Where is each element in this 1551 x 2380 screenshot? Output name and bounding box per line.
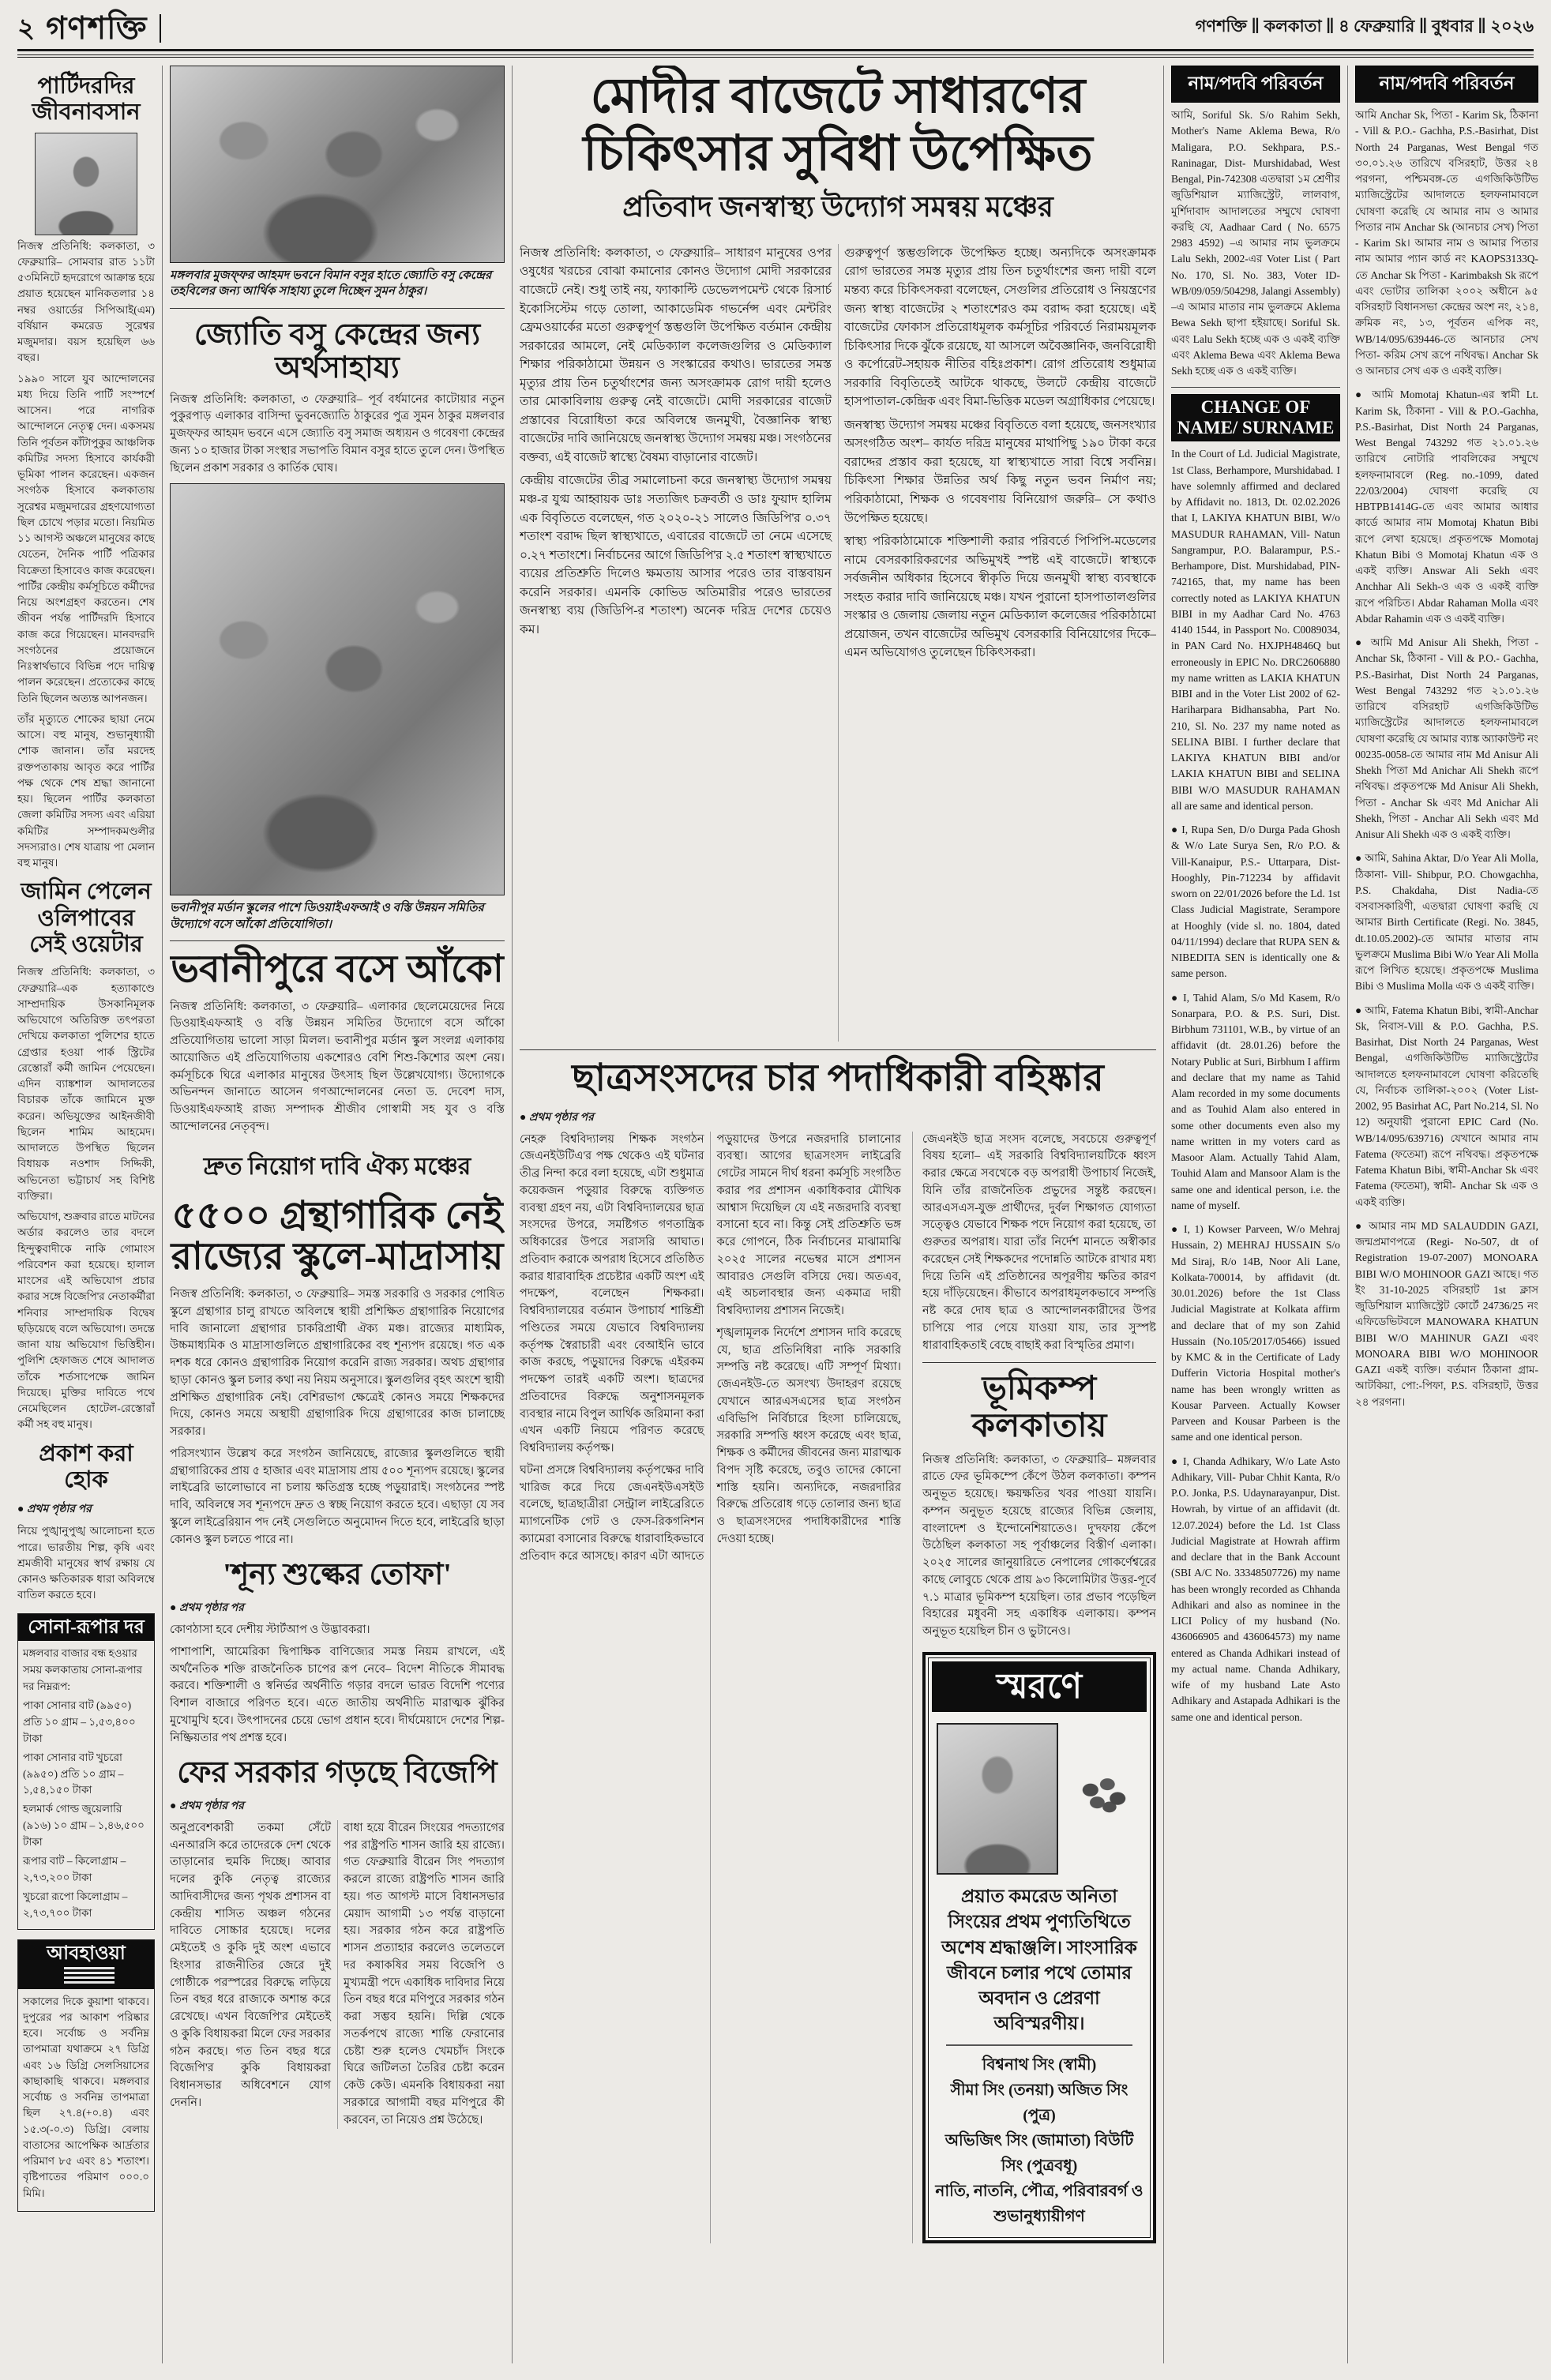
classified-header: নাম/পদবি পরিবর্তন	[1355, 66, 1538, 103]
column-divider	[162, 66, 163, 2363]
weather-text: সকালের দিকে কুয়াশা থাকবে। দুপুরের পর আকাশ পরিষ্কার হবে। সর্বোচ্চ ও সর্বনিম্ন তাপমাত্রা যথাক্রমে ২৭ ডিগ্রি এবং ১৬ ডিগ্রি সেলসিয়াসের কাছাকাছি থাকবে। মঙ্গলবার সর্বোচ্চ ও সর্বনিম্ন তাপমাত্রা ছিল ২৭.৪(+০.৪) এবং ১৫.৩(-০.৩) ডিগ্রি। বেলায় বাতাসের আপেক্ষিক আর্দ্রতার পরিমাণ ৮৫ এবং ৪১ শতাংশ। বৃষ্টিপাতের পরিমাণ ০০০.০ মিমি।	[23, 1995, 149, 2199]
lead-headline-line2: চিকিৎসার সুবিধা উপেক্ষিত	[583, 126, 1093, 181]
weather-header	[18, 1940, 154, 1989]
classified-ad: In the Court of Ld. Judicial Magistrate, 1st Class, Berhampore, Murshidabad. I have solemnly affirmed and declared by Affidavit no. 1813, Dt. 02.02.2026 that I, LAKIYA KHATUN BIBI, W/o MASUDUR RAHAMAN, Vill- Natun Sangrampur, P.O. Balarampur, P.S.- Berhampore, Dist. Murshidabad, PIN-742165, that, my name has been correctly noted as LAKIYA KHATUN BIBI in my Aadhar Card No. 4763 4140 1544, in Passport No. C0089034, in PAN Card No. HXJPH4846Q but erroneously in EPIC No. DRC2606880 my name written as LAKIA KHATUN BIBI and in the Voter List 2002 of 62-Hariharpara Bidhansabha, Part No. 210, Sl. No. 237 my name noted as SELINA BIBI. I further declare that LAKIYA KHATUN BIBI and/or LAKIA KHATUN BIBI and SELINA BIBI W/O MASUDUR RAHAMAN all are same and identical person.	[1171, 448, 1340, 812]
classified-ad: ● I, Tahid Alam, S/o Md Kasem, R/o Sonarpara, P.O. & P.S. Suri, Dist. Birbhum 731101, W.B., by virtue of an affidavit (dt. 28.01.26) before the Notary Public at Suri, Birbhum I affirm and declare that my name as Tahid Alam recorded in my some documents and as Touhid Alam also entered in some other documents even also my name written in my voters card as Masoor Alam. Actually Tahid Alam, Touhid Alam and Mansoor Alam is the same one and identical person, i.e. the name of myself.	[1171, 991, 1340, 1211]
article-paragraph: জনস্বাস্থ্য উদ্যোগ সমন্বয় মঞ্চের বিবৃতিতে বলা হয়েছে, জনসংখ্যার অসংগঠিত অংশ– কার্যত দরিদ্র মানুষের মাথাপিছু ১৯০ টাকা করে বরাদ্দের প্রস্তাব করা হয়েছে, যা স্বাস্থ্যখাতে সারা বিশ্বে সর্বনিম্ন। চিকিৎসা শিক্ষার উন্নতির অর্থ কিছু নতুন ভবন নির্মাণ নয়; পরিকাঠামো, শিক্ষক ও গবেষণায় বিনিয়োগ জরুরি– সে কথাও উপেক্ষিত হয়েছে।	[844, 418, 1156, 525]
article-paragraph: গুরুত্বপূর্ণ স্তম্ভগুলিকে উপেক্ষিত হচ্ছে। অন্যদিকে অসংক্রামক রোগ ভারতের সমস্ত মৃত্যুর প্রায় তিন চতুর্থাংশের জন্য দায়ী বলে মন্তব্য করে চিকিৎসকরা বলেছেন, সেগুলির প্রতিরোধ ও নিয়ন্ত্রণের জন্য স্বাস্থ্য বাজেটের ২ শতাংশেরও কম বরাদ্দ করা হয়েছে। এই বাজেটের ফোকাস প্রতিরোধমূলক কর্মসূচির পরিবর্তে নিরাময়মূলক চিকিৎসার দিকে ঝুঁকে রয়েছে, যা আসলে অবৈজ্ঞানিক, জনবিরোধী ও কর্পোরেট-সহায়ক নীতির বহিঃপ্রকাশ। রোগ প্রতিরোধ শুধুমাত্র সরকারি বিবৃতিতেই আটকে থাকছে, উলটে কেন্দ্রীয় বাজেটে হাসপাতাল-কেন্দ্রিক এবং বিমা-ভিত্তিক মডেল অগ্রাধিকার পেয়েছে।	[844, 246, 1156, 409]
article-title: জামিন পেলেন ওলিপাবের সেই ওয়েটার	[21, 879, 152, 958]
classified-ad: ● আমার নাম MD SALAUDDIN GAZI, জন্মপ্রমাণপত্রে (Regi- No-507, dt of Registration 19-07-2007) MONOARA BIBI W/O MOHINOOR GAZI আছে। গত ইং 31-10-2025 বসিরহাট 1st ক্লাস জুডিশিয়াল ম্যাজিস্ট্রেট কোর্টে 24736/25 নং এফিডেভিটবলে MANOWARA KHATUN BIBI W/O MAHINUR GAZI এবং MONOARA BIBI W/O MOHINOOR GAZI একই ব্যক্তি। বর্তমান ঠিকানা গ্রাম-আটকিয়া, পো:-পিফা, P.S. বসিরহাট, উত্তর ২৪ পরগনা।	[1355, 1219, 1538, 1408]
gold-rate-box	[17, 1613, 155, 1930]
article-paragraph: নিজস্ব প্রতিনিধি: কলকাতা, ৩ ফেব্রুয়ারি–এক হত্যাকাণ্ডে সাম্প্রদায়িক উসকানিমূলক অভিযোগে অতিরিক্ত তৎপরতা দেখিয়ে কলকাতা পুলিশের হাতে গ্রেপ্তার হওয়া পার্ক স্ট্রিটের রেস্তোরাঁ কর্মী জামিন পেয়েছেন। এদিন ব্যাঙ্কশাল আদালতের বিচারক তাঁকে জামিনে মুক্ত করেন। অভিযুক্তের আইনজীবী ছিলেন শামিম আহমেদ। আদালতে উপস্থিত ছিলেন বিধায়ক নওশাদ সিদ্দিকী, অভিনেতা ভট্টাচার্য সহ বিশিষ্ট ব্যক্তিরা।	[17, 966, 155, 1202]
article-paragraph: শৃঙ্খলামূলক নির্দেশে প্রশাসন দাবি করেছে যে, ছাত্র প্রতিনিধিরা নাকি সরকারি সম্পত্তি নষ্ট করেছে। এটি সম্পূর্ণ মিথ্যা। জেএনইউ-তে অসংখ্য উদাহরণ রয়েছে যেখানে আরএসএসের ছাত্র সংগঠন এবিভিপি নির্বিচারে হিংসা চালিয়েছে, সরকারি সম্পত্তি ধ্বংস করেছে এবং ছাত্র, শিক্ষক ও কর্মীদের জীবনের জন্য মারাত্মক বিপদ সৃষ্টি করেছে, তবুও তাদের কোনো শাস্তি হয়নি। অন্যদিকে, নজরদারির বিরুদ্ধে প্রতিরোধ গড়ে তোলার জন্য ছাত্র ও ছাত্রসংসদের পদাধিকারীদের শাস্তি দেওয়া হচ্ছে।	[716, 1326, 901, 1545]
article-bjp-government	[170, 1756, 505, 2129]
photo-sit-and-draw	[170, 483, 505, 895]
article-paragraph: পরিসংখ্যান উল্লেখ করে সংগঠন জানিয়েছে, রাজ্যের স্কুলগুলিতে স্থায়ী গ্রন্থাগারিকের প্রায় ৫ হাজার এবং মাদ্রাসায় প্রায় ৫০০ শূন্যপদ রয়েছে। স্কুলের লাইব্রেরি ভালোভাবে না চলায় ক্ষতিগ্রস্ত হচ্ছে পড়ুয়ারাই। সংগঠনের স্পষ্ট দাবি, অবিলম্বে সব শূন্যপদে দ্রুত ও স্বচ্ছ নিয়োগ করতে হবে। এছাড়া যে সব স্কুলে লাইব্রেরিয়ান পদ নেই সেগুলিতে অনুমোদন দিতে হবে, লাইব্রেরি ছাড়া কোনও স্কুল চলতে পারে না।	[170, 1447, 505, 1546]
gold-rate-line: পাকা সোনার বাট খুচরো (৯৯৫০) প্রতি ১০ গ্রাম – ১,৫৪,১৫০ টাকা	[23, 1751, 124, 1796]
gold-rate-line: হলমার্ক গোল্ড জুয়েলারি (৯১৬) ১০ গ্রাম – ১,৪৬,৫০০ টাকা	[23, 1803, 145, 1849]
lead-headline-line1: মোদীর বাজেটে সাধারণের	[590, 69, 1086, 123]
dateline: গণশক্তি ∥ কলকাতা ∥ ৪ ফেব্রুয়ারি ∥ বুধবার ∥ ২০২৬	[1195, 17, 1534, 36]
memorial-tribute: প্রয়াত কমরেড অনিতা সিংয়ের প্রথম পুণ্যতিথিতে অশেষ শ্রদ্ধাঞ্জলি। সাংসারিক জীবনে চলার পথে তোমার অবদান ও প্রেরণা অবিস্মরণীয়।	[941, 1886, 1137, 2034]
article-divider	[170, 940, 505, 941]
article-earthquake	[922, 1371, 1156, 1640]
page-number: ২	[17, 14, 36, 43]
header-rule-2	[17, 57, 1534, 58]
article-paragraph: নিয়ে পুঙ্খানুপুঙ্খ আলোচনা হতে পারে। ভারতীয় শিল্প, কৃষি এবং শ্রমজীবী মানুষের স্বার্থ রক্ষায় যে কোনও ক্ষতিকারক ধারা অবিলম্বে বাতিল করতে হবে।	[17, 1525, 155, 1601]
memorial-notice	[922, 1652, 1156, 2244]
classified-ad: ● আমি Md Anisur Ali Shekh, পিতা - Anchar Sk, ঠিকানা - Vill & P.O.- Gachha, P.S.-Basirhat, Dist North 24 Parganas, West Bengal 743292 গত ২১.০১.২৬ তারিখে বসিরহাট এগজিকিউটিভ ম্যাজিস্ট্রেটের আদালতে হলফনামাবলে ঘোষণা করেছি যে আমার ব্যাঙ্ক অ্যাকাউন্ট নং 00235-0058-তে আমার নাম Md Anisur Ali Shekh পিতা Md Anichar Ali Shekh রূপে নথিবদ্ধ। প্রকৃতপক্ষে Md Anisur Ali Shekh, পিতা - Anchar Sk এবং Md Anichar Ali Shekh, পিতা - Anchar Ali Sekh এবং Md Anisur Ali Shekh এক ও একই ব্যক্তি।	[1355, 636, 1538, 840]
article-paragraph: নিজস্ব প্রতিনিধি: কলকাতা, ৩ ফেব্রুয়ারি– মঙ্গলবার রাতে ফের ভূমিকম্পে কেঁপে উঠল কলকাতা। কম্পন অনুভূত হয়েছে। ক্ষয়ক্ষতির খবর পাওয়া যায়নি। কম্পন অনুভূত হয়েছে রাজ্যের বিভিন্ন জেলায়, বাংলাদেশ ও ইন্দোনেশিয়াতেও। দু'দফায় কেঁপে উঠেছিল কলকাতা সহ পূর্বাঞ্চলের বিস্তীর্ণ এলাকা। ২০২৫ সালের জানুয়ারিতে নেপালের গোকর্ণেশ্বরের কাছে লোবুচে থেকে প্রায় ৯৩ কিলোমিটার উত্তর-পূর্বে ৭.১ মাত্রার ভূমিকম্প হয়েছিল। তার প্রভাব পড়েছিল বিহারের মধুবনী সহ একাধিক এলাকায়। কম্পন অনুভূত হয়েছিল চীন ও ভুটানেও।	[922, 1453, 1156, 1639]
expulsion-body	[520, 1132, 901, 2244]
article-paragraph: জেএনইউ ছাত্র সংসদ বলেছে, সবচেয়ে গুরুত্বপূর্ণ বিষয় হলো– এই সরকারি বিশ্ববিদ্যালয়টিকে ধ্বংস করার ক্ষেত্রে সবথেকে বড় অপরাধী উপাচার্য নিজেই, যিনি তাঁর রাজনৈতিক প্রভুদের সন্তুষ্ট করছেন। আরএসএস-যুক্ত প্রার্থীদের, দুর্বল শিক্ষাগত যোগ্যতা সত্ত্বেও যেভাবে শিক্ষক পদে নিয়োগ করা হয়েছে, তা গুরুতর অপরাধ। যারা তাঁর নির্দেশ মানতে অস্বীকার করেছেন সেই শিক্ষকদের পদোন্নতি আটকে রাখার মধ্য দিয়ে তিনি এই প্রতিষ্ঠানের অপূরণীয় ক্ষতির কারণ হয়ে দাঁড়িয়েছেন। কীভাবে অপরাধমূলকভাবে সম্পত্তি নষ্ট করে দোষ ছাত্র ও আন্দোলনকারীদের উপর চাপিয়ে পার পেয়ে যাওয়া যায়, তার সুস্পষ্ট ধারাবাহিকতাই বেছে বাছাই করা বিস্মৃতির প্রমাণ।	[922, 1132, 1156, 1352]
column-divider	[512, 66, 513, 2363]
article-paragraph: নিজস্ব প্রতিনিধি: কলকাতা, ৩ ফেব্রুয়ারি– সাধারণ মানুষের ওপর ওষুধের খরচের বোঝা কমানোর কোনও উদ্যোগ মোদী সরকারের বাজেটে নেই। শুধু তাই নয়, ফ্যাকাল্টি ডেভেলপমেন্ট থেকে রিসার্চ ইকোসিস্টেম গড়ে তোলা, আকাডেমিক গভর্নেন্স এবং মেন্টরিং ফ্রেমওয়ার্কের মতো গুরুত্বপূর্ণ স্তম্ভগুলি উপেক্ষিত বর্তমান কেন্দ্রীয় সরকারের আমলে, নেই মেডিক্যাল কলেজগুলির ও মেডিক্যাল শিক্ষার পরিকাঠামো উন্নয়ন ও সংস্কারের কথাও। ভারতের সমস্ত মৃত্যুর প্রায় তিন চতুর্থাংশের জন্য অসংক্রামক রোগ দায়ী হলেও তার মোকাবিলায় গুরুত্ব নেই বাজেটে। মোদী সরকারের বাজেট প্রস্তাবের বিরোধিতা করে অবিলম্বে জনমুখী, বৈজ্ঞানিক স্বাস্থ্য বাজেটের দাবি জানিয়েছে জনস্বাস্থ্য উদ্যোগ সমন্বয় মঞ্চ। সংগঠনের বক্তব্য, এই বাজেট স্বাস্থ্যে বৈষম্য বাড়ানোর বাজেট।	[520, 246, 832, 464]
memorial-header: স্মরণে	[932, 1661, 1147, 1712]
photo-caption: মঙ্গলবার মুজফ্ফর আহমদ ভবনে বিমান বসুর হাতে জ্যোতি বসু কেন্দ্রের তহবিলের জন্য আর্থিক সাহায্য তুলে দিচ্ছেন সুমন ঠাকুর।	[170, 269, 492, 298]
classified-header-english: CHANGE OF NAME/ SURNAME	[1171, 394, 1340, 441]
weather-box	[17, 1939, 155, 2212]
column-divider	[1347, 66, 1348, 2363]
photo-caption: ভবানীপুর মর্ডান স্কুলের পাশে ডিওয়াইএফআই ও বস্তি উন্নয়ন সমিতির উদ্যোগে বসে আঁকো প্রতিযোগিতা।	[170, 902, 484, 931]
continued-from-page-one: ● প্রথম পৃষ্ঠার পর	[170, 1602, 244, 1615]
article-title: 'শূন্য শুল্কের তোফা'	[223, 1558, 452, 1592]
article-expulsion	[520, 1058, 1156, 2243]
article-divider	[520, 1049, 1156, 1050]
article-title: ভূমিকম্প কলকাতায়	[971, 1371, 1107, 1445]
obituary-portrait-photo	[35, 133, 137, 235]
photo-donation-handover	[170, 66, 505, 263]
masthead-logo: গণশক্তি	[46, 14, 161, 43]
article-paragraph: পাশাপাশি, আমেরিকা দ্বিপাক্ষিক বাণিজ্যের সমস্ত নিয়ম রাখলে, এই অর্থনৈতিক শক্তি রাজনৈতিক চাপের রূপ নেবে– বিদেশ নীতিকে সীমাবদ্ধ করবে। শক্তিশালী ও স্বনির্ভর অর্থনীতি গড়ার বদলে ভারত বিদেশি পণ্যের বিশাল বাজারে পরিণত হবে। এতে জাতীয় অর্থনীতি মারাত্মক ঝুঁকির মুখোমুখি হবে। উৎপাদনের চেয়ে ভোগ প্রধান হবে। দীর্ঘমেয়াদে দেশের শিল্প-নিষ্ক্রিয়তার পথ প্রশস্ত হবে।	[170, 1645, 505, 1744]
article-paragraph: অনুপ্রবেশকারী তকমা সেঁটে এনআরসি করে তাদেরকে দেশ থেকে তাড়ানোর হুমকি দিচ্ছে। আবার দলের কুকি নেতৃত্ব রাজ্যের আদিবাসীদের জন্য পৃথক প্রশাসন বা কেন্দ্রীয় শাসিত অঞ্চল গঠনের দাবিতে সোচ্চার হয়েছে। দলের মেইতেই ও কুকি দুই অংশ এভাবে হিংসার রাজনীতির জেরে দুই গোষ্ঠীকে পরস্পরের বিরুদ্ধে লড়িয়ে তিন বছর ধরে রাজ্যকে অশান্ত করে রেখেছে। এখন বিজেপি'র মেইতেই ও কুকি বিধায়করা মিলে ফের সরকার গঠন করছে। গত তিন বছর ধরে বিজেপি'র কুকি বিধায়করা বিধানসভার অধিবেশনে যোগ দেননি।	[170, 1821, 331, 2109]
article-paragraph: নিজস্ব প্রতিনিধি: কলকাতা, ৩ ফেব্রুয়ারি– সোমবার রাত ১১টা ৫৩মিনিটে হৃদরোগে আক্রান্ত হয়ে প্রয়াত হয়েছেন মানিকতলার ১৪ নম্বর ওয়ার্ডের সিপিআই(এম) বর্ষিয়ান কমরেড সুরেশ্বর মজুমদার। বয়স হয়েছিল ৬৬ বছর।	[17, 239, 155, 364]
article-paragraph: ১৯৯০ সালে যুব আন্দোলনের মধ্য দিয়ে তিনি পার্টি সংস্পর্শে আসেন। পরে নাগরিক আন্দোলনে নেতৃত্ব দেন। একসময় তিনি পূর্বতন কাঁটাপুকুর আঞ্চলিক কমিটির সদস্য হিসাবে কার্যকরী ভূমিকা পালন করেছেন। একজন সংগঠক হিসাবে কলকাতায় সুরেশ্বর মজুমদারের গ্রহণযোগ্যতা ছিল চোখে পড়ার মতো। নিয়মিত ১১ আগস্ট অঞ্চলে মানুষের কাছে যেতেন, দৈনিক পার্টি পত্রিকার বিক্রেতা হিসাবেও কাজ করেছেন। পার্টির কেন্দ্রীয় কর্মসূচিতে কর্মীদের নিয়ে অংশগ্রহণ করতেন। শেষ জীবন পর্যন্ত পার্টিদরদি হিসাবে কাজ করে গিয়েছেন। মানবদরদি সংগঠনের প্রয়োজনে নিঃস্বার্থভাবে বিভিন্ন পদে দায়িত্ব পালন করেছেন। প্রত্যেকের কাছে তিনি ছিলেন অত্যন্ত আপনজন।	[17, 372, 155, 704]
continued-from-page-one: ● প্রথম পৃষ্ঠার পর	[520, 1111, 594, 1124]
gold-rate-line: রূপার বাট – কিলোগ্রাম – ২,৭৩,২০০ টাকা	[23, 1855, 126, 1884]
memorial-divider	[946, 2044, 1132, 2046]
main-column	[520, 66, 1156, 2363]
continued-from-page-one: ● প্রথম পৃষ্ঠার পর	[170, 1800, 244, 1812]
second-column	[170, 66, 505, 2363]
article-paragraph: কোণঠাসা হবে দেশীয় স্টার্টআপ ও উদ্ভাবকরা।	[170, 1624, 370, 1637]
lead-subhead: প্রতিবাদ জনস্বাস্থ্য উদ্যোগ সমন্বয় মঞ্চের	[622, 190, 1053, 223]
header-rule	[17, 49, 1534, 55]
article-title: প্রকাশ করা হোক	[39, 1440, 133, 1493]
article-title: ছাত্রসংসদের চার পদাধিকারী বহিষ্কার	[572, 1057, 1104, 1099]
weather-title: আবহাওয়া	[47, 1943, 126, 1964]
gold-rate-line: খুচরো রূপো কিলোগ্রাম – ২,৭৩,৭০০ টাকা	[23, 1890, 128, 1919]
article-title: ভবানীপুরে বসে আঁকো	[171, 948, 504, 990]
article-paragraph: স্বাস্থ্য পরিকাঠামোকে শক্তিশালী করার পরিবর্তে পিপিপি-মডেলের নামে বেসরকারিকরণের অভিমুখই স্পষ্ট এই বাজেটে। স্বাস্থ্যকে সর্বজনীন অধিকার হিসেবে স্বীকৃতি দিয়ে জনমুখী স্বাস্থ্য ব্যবস্থাকে সংহত করার দাবি জানিয়েছে মঞ্চ। যখন পুরানো হাসপাতালগুলির সংস্কার ও জেলায় জেলায় নতুন মেডিক্যাল কলেজের পরিকাঠামো প্রয়োজন, তখন বাজেটের অভিমুখ বেসরকারি বিনিয়োগের দিকে– এমন অভিযোগও তুলেছেন চিকিৎসকরা।	[844, 535, 1156, 660]
article-librarians	[170, 1147, 505, 1549]
memorial-signatory: সীমা সিং (তনয়া) অজিত সিং (পুত্র)	[950, 2082, 1129, 2125]
classified-ad: আমি, Soriful Sk. S/o Rahim Sekh, Mother's Name Aklema Bewa, R/o Maligara, P.O. Sekhpara, P.S.- Raninagar, Dist- Murshidabad, West Bengal, Pin-742308 এতদ্বারা ১ম শ্রেণীর জুডিশিয়াল ম্যাজিস্ট্রেট, লালবাগ, মুর্শিদাবাদ আদালতের সম্মুখে ঘোষণা করছি যে, Aadhaar Card ( No. 6575 2983 4592) –এ আমার নাম ভুলক্রমে Lalu Sekh, 2002-এর Voter List ( Part No. 170, Sl. No. 383, Voter ID- WB/09/059/504298, Jalangi Assembly) –এ আমার মাতার নাম ভুলক্রমে Aklema Bewa Sekh ছাপা হইয়াছে। Soriful Sk. এবং Lalu Sekh হচ্ছে এক ও একই ব্যক্তি এবং Aklema Bewa এবং Aklema Bewa Sekh হচ্ছে এক ও একই ব্যক্তি।	[1171, 109, 1340, 377]
classified-ad: আমি Anchar Sk, পিতা - Karim Sk, ঠিকানা - Vill & P.O.- Gachha, P.S.-Basirhat, Dist North 24 Parganas, West Bengal গত ৩০.০১.২৬ তারিখে বসিরহাট, উত্তর ২৪ পরগনা, পশ্চিমবঙ্গ-তে এগজিকিউটিভ ম্যাজিস্ট্রেটের আদালতে হলফনামাবলে ঘোষণা করেছি যে আমার নাম ও আমার পিতার নাম Anchar Sk (আনচার সেখ) পিতা - Karim Sk। আমার নাম ও আমার পিতার নাম আমার প্যান কার্ড নং KAOPS3133Q-তে Anchar Sk পিতা - Karimbaksh Sk রূপে এবং ভোটার তালিকা ২০০২ অধীনে ৯৫ বসিরহাট বিধানসভা কেন্দ্রের অংশ নং, ২১৪, ক্রমিক নং, ১৩, পূর্বতন এপিক নং, WB/14/095/639446-তে আনচার সেখ পিতা- করিম সেখ রূপে নথিবদ্ধ। Anchar Sk ও আনচার সেখ এক ও একই ব্যক্তি।	[1355, 109, 1538, 377]
article-title: পার্টিদরদির জীবনাবসান	[32, 73, 141, 126]
classified-header: নাম/পদবি পরিবর্তন	[1171, 66, 1340, 103]
gold-rate-header: সোনা-রূপার দর	[18, 1614, 154, 1641]
article-bail	[17, 879, 155, 1432]
article-title: ফের সরকার গড়ছে বিজেপি	[177, 1756, 498, 1790]
memorial-portrait-photo	[937, 1723, 1058, 1875]
column-divider	[1163, 66, 1164, 2363]
classified-ad: ● I, Rupa Sen, D/o Durga Pada Ghosh & W/o Late Surya Sen, R/o P.O. & Vill-Kanaipur, P.S.- Uttarpara, Dist- Hooghly, Pin-712234 by affidavit sworn on 22/01/2026 before the Ld. 1st Class Judicial Magistrate, Serampore at Hooghly (vide sl. no. 1804, dated 04/11/1994) declare that RUPA SEN & NIBEDITA SEN is identically one & same person.	[1171, 824, 1340, 980]
classified-ad: ● I, Chanda Adhikary, W/o Late Asto Adhikary, Vill- Pubar Chhit Kanta, R/o P.O. Jonka, P.S. Udaynarayanpur, Dist. Howrah, by virtue of an affidavit (dt. 12.07.2024) before the Ld. 1st Class Judicial Magistrate at Howrah affirm and declare that in the Bank Account (SBI A/C No. 33348507726) my name has been wrongly recorded as Chhanda Adhikari and also as nominee in the LICI Policy of my husband (No. 436066905 and 436064573) my name entered as Chanda Adhikari instead of my actual name. Chanda Adhikary, wife of my husband Late Asto Adhikary and Astapada Adhikari is the same one and identical person.	[1171, 1455, 1340, 1723]
article-title: জ্যোতি বসু কেন্দ্রের জন্য অর্থসাহায্য	[193, 317, 481, 385]
article-paragraph: নিজস্ব প্রতিনিধি: কলকাতা, ৩ ফেব্রুয়ারি– পূর্ব বর্ধমানের কাটোয়ার নতুন পুকুরপাড় এলাকার বাসিন্দা ভুবনজ্যোতি ঠাকুরের পুত্র সুমন ঠাকুর মঙ্গলবার মুজফ্ফর আহমদ ভবনে এসে জ্যোতি বসু সমাজ অধ্যয়ন ও গবেষণা কেন্দ্রের জন্য ১০ হাজার টাকা সংস্থার সভাপতি বিমান বসুর হাতে তুলে দেন। উপস্থিত ছিলেন প্রকাশ সরকার ও কার্তিক ঘোষ।	[170, 392, 505, 475]
article-paragraph: ঘটনা প্রসঙ্গে বিশ্ববিদ্যালয় কর্তৃপক্ষের দাবি খারিজ করে দিয়ে জেএনইউএসইউ বলেছে, ছাত্রছাত্রীরা সেন্ট্রাল লাইব্রেরিতে ম্যাগনেটিক গেট ও ফেস-রিকগনিশন ক্যামেরা বসানোর বিরুদ্ধে ধারাবাহিকভাবে প্রতিবাদ করে আসছে। কারণ এটা আদতে পড়ুয়াদের উপরে নজরদারি চালানোর ব্যবস্থা। আগের ছাত্রসংসদ লাইব্রেরি গেটের সামনে দীর্ঘ ধরনা কর্মসূচি সংগঠিত করার পর প্রশাসন একাধিকবার মৌখিক আশ্বাস দিয়েছিল যে এই নজরদারি ব্যবস্থা বসানো হবে না। কিন্তু সেই প্রতিশ্রুতি ভঙ্গ করে গোপনে, ঠিক নির্বাচনের মাঝামাঝি ২০২৫ সালের নভেম্বর মাসে প্রশাসন আবারও সেগুলি বসিয়ে দেয়। অতএব, এই অচলাবস্থার জন্য একমাত্র দায়ী বিশ্ববিদ্যালয় প্রশাসন নিজেই।	[520, 1132, 901, 1563]
ad-divider	[1171, 387, 1340, 388]
lead-article	[520, 70, 1156, 1042]
flower-garland-icon	[1070, 1767, 1138, 1824]
article-paragraph: বাধা হয়ে বীরেন সিংয়ের পদত্যাগের পর রাষ্ট্রপতি শাসন জারি হয় রাজ্যে। গত ফেব্রুয়ারি বীরেন সিং পদত্যাগ করলে রাজ্যে রাষ্ট্রপতি শাসন জারি হয়। গত আগস্ট মাসে বিধানসভার মেয়াদ আগামী ১৩ পর্যন্ত বাড়ানো হয়। সরকার গঠন করে রাষ্ট্রপতি শাসন প্রত্যাহার করলেও তলেতলে দর কষাকষির সময় বিজেপি ও মুখ্যমন্ত্রী পদে একাধিক দাবিদার নিয়ে তিন বছর ধরে মণিপুরে সরকার গঠন করা সম্ভব হয়নি। দিল্লি থেকে সতর্কপথে রাজ্যে শান্তি ফেরানোর চেষ্টা শুরু হলেও খেমচাঁদ সিংকে ঘিরে জটিলতা তৈরির চেষ্টা করেন কেউ কেউ। এমনকি বিধায়করা নয়া সরকারে আগামী বছর মণিপুরে কী করবেন, তা নিয়েও প্রশ্ন উঠেছে।	[344, 1821, 505, 2127]
classified-ad: ● আমি, Sahina Aktar, D/o Year Ali Molla, ঠিকানা- Vill- Shibpur, P.O. Chowgachha, P.S. Chakdaha, Dist Nadia-তে বসবাসকারিণী, এতদ্বারা ঘোষণা করছি যে আমার Birth Certificate (Regi. No. 3845, dt.10.05.2002)-তে আমার মাতার নাম ভুলক্রমে Muslima Bibi W/o Year Ali Molla রূপে লিখিত হয়েছে। প্রকৃতপক্ষে Muslima Bibi ও Muslima Molla এক ও একই ব্যক্তি।	[1355, 852, 1538, 993]
article-paragraph: অভিযোগ, শুক্রবার রাতে মাটনের অর্ডার করলেও তার বদলে হিন্দুত্ববাদীকে নাকি গোমাংস পরিবেশন করা হয়েছে। হালাল মাংসের এই অভিযোগ প্রচার করার সঙ্গে বিজেপি'র নেতাকর্মীরা শনিবার সাম্প্রদায়িক বিদ্বেষ ছড়িয়েছে বলে অভিযোগ। তদন্তে জানা যায় অভিযোগ ভিত্তিহীন। পুলিশি হেফাজত শেষে আদালত তাঁকে শর্তসাপেক্ষে জামিন দিয়েছে। মুক্তির দাবিতে পথে নেমেছিলেন হোটেল-রেস্তোরাঁ কর্মী সহ বহু মানুষ।	[17, 1211, 155, 1431]
gold-rate-intro: মঙ্গলবার বাজার বন্ধ হওয়ার সময় কলকাতায় সোনা-রূপার দর নিম্নরূপ:	[23, 1647, 143, 1692]
continued-from-page-one: ● প্রথম পৃষ্ঠার পর	[17, 1503, 92, 1516]
classifieds-column-1	[1171, 66, 1340, 2363]
article-paragraph: নেহরু বিশ্ববিদ্যালয় শিক্ষক সংগঠন জেএনইউটিএ'র পক্ষ থেকেও এই ঘটনার তীব্র নিন্দা করে বলা হয়েছে, এটা শুধুমাত্র কয়েকজন পড়ুয়ার বিরুদ্ধে ব্যক্তিগত ব্যবস্থা গ্রহণ নয়, এটা বিশ্ববিদ্যালয়ের ছাত্র সংসদের উপরে, সমষ্টিগত গণতান্ত্রিক অধিকারের উপরে সরাসরি আঘাত। প্রতিবাদ করাকে অপরাধ হিসেবে প্রতিষ্ঠিত করার ধারাবাহিক প্রচেষ্টার একটি অংশ এই পদক্ষেপ, বলেছেন শিক্ষকরা। বিশ্ববিদ্যালয়ের বর্তমান উপাচার্য শান্তিশ্রী পণ্ডিতের সময়ে যেভাবে বিশ্ববিদ্যালয় কর্তৃপক্ষ স্বৈরাচারী এবং বেআইনি ভাবে কাজ করছে, পড়ুয়াদের বিরুদ্ধে এইরকম পদক্ষেপ তারই একটি অংশ। ছাত্রদের প্রতিবাদের বিরুদ্ধে অনুশাসনমূলক ব্যবস্থার নামে বিপুল আর্থিক জরিমানা করা এখন একটি নিয়মে পরিণত করেছে বিশ্ববিদ্যালয় কর্তৃপক্ষ।	[520, 1132, 704, 1455]
expulsion-body-continued	[922, 1132, 1156, 1355]
content-grid	[17, 66, 1538, 2363]
article-kicker: দ্রুত নিয়োগ দাবি ঐক্য মঞ্চের	[203, 1153, 471, 1180]
memorial-signatory: বিশ্বনাথ সিং (স্বামী)	[982, 2056, 1097, 2074]
classified-ad: ● I, 1) Kowser Parveen, W/o Mehraj Hussain, 2) MEHRAJ HUSSAIN S/o Md Siraj, R/o 14B, Noor Ali Lane, Kolkata-700014, by affidavit (dt. 30.01.2026) before the 1st Class Judicial Magistrate at Kolkata affirm and declare that of my son Zahid Hussain (No.105/2017/05466) issued by KMC & in the Certificate of Lady Dufferin Victoria Hospital mother's name has been wrongly written as Kousar Parveen. Actually Kowser Parveen and Kousar Parbeen is the same and one identical person.	[1171, 1223, 1340, 1443]
left-column	[17, 66, 155, 2363]
memorial-signatory: নাতি, নাতনি, পৌত্র, পরিবারবর্গ ও শুভানুধ্যায়ীগণ	[935, 2183, 1144, 2226]
article-title: ৫৫০০ গ্রন্থাগারিক নেই রাজ্যের স্কুলে-মাদ্রাসায়	[171, 1194, 504, 1278]
article-paragraph: কেন্দ্রীয় বাজেটের তীব্র সমালোচনা করে জনস্বাস্থ্য উদ্যোগ সমন্বয় মঞ্চ-র যুগ্ম আহ্বায়ক ডাঃ সত্যজিৎ চক্রবর্তী ও ডাঃ ফুয়াদ হালিম এক বিবৃতিতে বলেছেন, গত ২০২০-২১ সালেও জিডিপি'র ০.৩৭ শতাংশ বরাদ্দ ছিল স্বাস্থ্যখাতে, এবারের বাজেটে তা নেমে এসেছে ০.২৭ শতাংশে। নির্বাচনের আগে জিডিপি'র ২.৫ শতাংশ স্বাস্থ্যখাতে ব্যয়ের প্রতিশ্রুতি দিলেও ক্ষমতায় আসার পরেও তার বাস্তবায়ন করেনি সরকার। এমনকি কোভিড অতিমারীর পরেও ভারতের জনস্বাস্থ্য ব্যয় (জিডিপি-র শতাংশ) অনেক দরিদ্র দেশের চেয়েও কম।	[520, 474, 832, 636]
classified-ad: ● আমি, Fatema Khatun Bibi, স্বামী-Anchar Sk, নিবাস-Vill & P.O. Gachha, P.S. Basirhat, Dist North 24 Parganas, West Bengal, এগজিকিউটিভ ম্যাজিস্ট্রেটের আদালতে হলফনামাবলে ঘোষণা করিতেছি যে, নির্বাচক তালিকা-২০০২ (Voter List-2002, 95 Basirhat AC, Part No.214, Sl. No 12) অনুযায়ী পুরানো EPIC Card (No. WB/14/095/639716) যেখানে আমার নাম Fatema (ফতেমা) রূপে নথিবদ্ধ। প্রকৃতপক্ষে Fatema Khatun Bibi, স্বামী-Anchar Sk এবং Fatema (ফতেমা), স্বামী- Anchar Sk এক ও একই ব্যক্তি।	[1355, 1004, 1538, 1208]
article-divider	[922, 1362, 1156, 1363]
article-paragraph: নিজস্ব প্রতিনিধি: কলকাতা, ৩ ফেব্রুয়ারি– এলাকার ছেলেমেয়েদের নিয়ে ডিওয়াইএফআই ও বস্তি উন্নয়ন সমিতির উদ্যোগে বসে আঁকো প্রতিযোগিতায় ভালো সাড়া মিলল। ভবানীপুর মর্ডান স্কুল সংলগ্ন এলাকায় আয়োজিত এই প্রতিযোগিতায় একশোরও বেশি শিশু-কিশোর অংশ নেয়। কর্মসূচিকে ঘিরে এলাকার মানুষের উৎসাহ ছিল উল্লেখযোগ্য। উদ্যোগকে অভিনন্দন জানাতে আসেন গণআন্দোলনের নেতা ড. দেবেশ দাস, ডিওয়াইএফআই রাজ্য সম্পাদক শ্রীজীব গোস্বামী সহ যুব ও বস্তি আন্দোলনের নেতৃবৃন্দ।	[170, 1000, 505, 1133]
article-jyoti-basu-fund	[170, 318, 505, 478]
right-subcolumn	[912, 1132, 1156, 2244]
article-divider	[170, 308, 505, 309]
classifieds-column-2	[1355, 66, 1538, 2363]
stripes-decoration-icon	[64, 1965, 115, 1986]
classified-ad: ● আমি Momotaj Khatun-এর স্বামী Lt. Karim Sk, ঠিকানা - Vill & P.O.-Gachha, P.S.-Basirhat, Dist North 24 Parganas, West Bengal 743292 গত ২১.০১.২৬ তারিখে নোটারি পাবলিকের সম্মুখে হলফনামাবলে (Reg. no.-1099, dated 22/03/2004) ঘোষণা করেছি যে HBTPB1414G-তে এবং আমার আধার কার্ডে আমার নাম Momotaj Khatun Bibi রূপে লেখা হয়েছে। প্রকৃতপক্ষে Momotaj Khatun Bibi ও Momotaj Khatun এক ও একই ব্যক্তি। Answar Ali Sekh এবং Anchhar Ali Sekh-ও এক ও একই ব্যক্তি রূপে পরিচিত। Abdar Rahaman Molla এবং Abdar Rahamin এক ও একই ব্যক্তি।	[1355, 389, 1538, 625]
article-paragraph: নিজস্ব প্রতিনিধি: কলকাতা, ৩ ফেব্রুয়ারি– সমস্ত সরকারি ও সরকার পোষিত স্কুলে গ্রন্থাগার চালু রাখতে অবিলম্বে স্থায়ী প্রশিক্ষিত গ্রন্থাগারিক নিয়োগের দাবি জানালো গ্রন্থাগার চাকরিপ্রার্থী ঐক্য মঞ্চ। রাজ্যের মাধ্যমিক, উচ্চমাধ্যমিক ও মাদ্রাসাগুলিতে গ্রন্থাগারিকের বহু শূন্যপদ রয়েছে। গত এক দশক ধরে কোনও গ্রন্থাগারিক নিয়োগ করেনি রাজ্য সরকার। অথচ গ্রন্থাগার ছাড়া কোনও স্কুল চলার কথা নয় নিয়ম অনুসারে। স্কুলগুলির বৃহৎ অংশে স্থায়ী প্রশিক্ষিত গ্রন্থাগারিক নেই। বেশিরভাগ ক্ষেত্রেই কোনও সময়ে শিক্ষকদের দিয়ে, কোনও সময়ে অস্থায়ী গ্রন্থাগারিক দিয়ে গ্রন্থাগারের কাজ চালাচ্ছে সরকার।	[170, 1288, 505, 1439]
article-obituary	[17, 73, 155, 871]
article-paragraph: তাঁর মৃত্যুতে শোকের ছায়া নেমে আসে। বহু মানুষ, শুভানুধ্যায়ী শোক জানান। তাঁর মরদেহ রক্তপতাকায় আবৃত করে পার্টির পক্ষ থেকে শেষ শ্রদ্ধা জানানো হয়। ছিলেন পার্টির কলকাতা জেলা কমিটির সদস্য এবং এরিয়া কমিটির সম্পাদকমণ্ডলীর সদস্যরাও। শেষ যাত্রায় পা মেলান বহু মানুষ।	[17, 712, 155, 869]
article-sit-and-draw	[170, 949, 505, 1136]
memorial-signatory: অভিজিৎ সিং (জামাতা) বিউটি সিং (পুত্রবধূ)	[944, 2132, 1134, 2175]
page-header	[17, 8, 1534, 46]
article-publish	[17, 1441, 155, 1604]
gold-rate-line: পাকা সোনার বাট (৯৯৫০) প্রতি ১০ গ্রাম – ১,৫৩,৪০০ টাকা	[23, 1699, 136, 1744]
article-zero-tariff	[170, 1558, 505, 1747]
